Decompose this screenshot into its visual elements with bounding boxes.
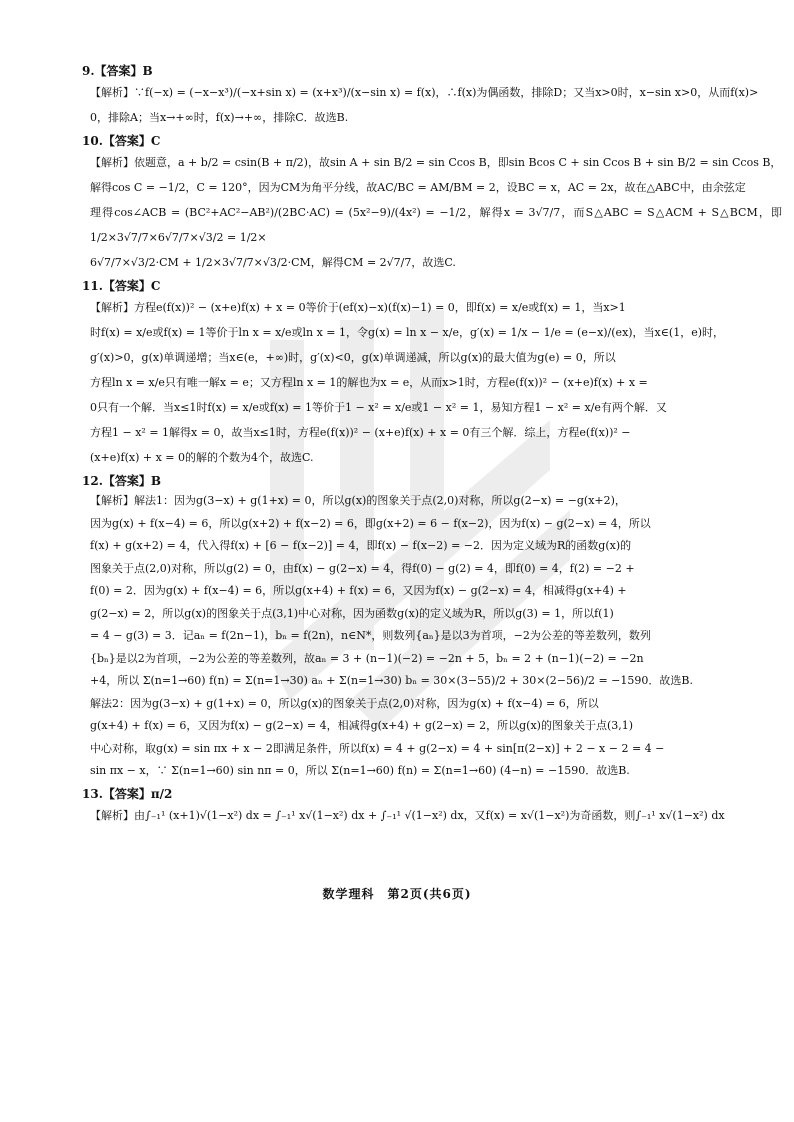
explanation-line: 理得cos∠ACB = (BC²+AC²−AB²)/(2BC·AC) = (5x²−9)/(4x²) = −1/2，解得x = 3√7/7，而S△ABC = S△ACM + S△BCM，即1/2×3√7/7×6√7/7×√3/2 = 1/2×	[90, 206, 782, 244]
question-10	[82, 133, 782, 275]
answer-line: 12.【答案】B	[82, 474, 162, 488]
explanation	[90, 295, 782, 470]
question-13	[82, 786, 782, 828]
explanation	[90, 803, 782, 828]
explanation-line: 中心对称，取g(x) = sin πx + x − 2即满足条件，所以f(x) = 4 + g(2−x) = 4 + sin[π(2−x)] + 2 − x − 2 = 4 −	[90, 741, 665, 755]
explanation-line: sin πx − x，∵ Σ(n=1→60) sin nπ = 0，所以 Σ(n=1→60) f(n) = Σ(n=1→60) (4−n) = −1590．故选B.	[90, 764, 630, 777]
page-footer: 数学理科 第2页(共6页)	[322, 887, 472, 901]
explanation-line: 0，排除A；当x→+∞时，f(x)→+∞，排除C．故选B.	[90, 111, 349, 124]
explanation-line: 时f(x) = x/e或f(x) = 1等价于ln x = x/e或ln x = 1，令g(x) = ln x − x/e，g′(x) = 1/x − 1/e = (e−x)/(ex)，当x∈(1，e)时，	[90, 326, 724, 339]
explanation-line: 【解析】由∫₋₁¹ (x+1)√(1−x²) dx = ∫₋₁¹ x√(1−x²) dx + ∫₋₁¹ √(1−x²) dx，又f(x) = x√(1−x²)为奇函数，则∫₋₁¹ x√(1−x²) dx	[90, 808, 725, 822]
explanation-line: 解法2：因为g(3−x) + g(1+x) = 0，所以g(x)的图象关于点(2,0)对称，因为g(x) + f(x−4) = 6，所以	[90, 696, 599, 710]
explanation-line: g′(x)>0，g(x)单调递增；当x∈(e，+∞)时，g′(x)<0，g(x)单调递减，所以g(x)的最大值为g(e) = 0，所以	[90, 351, 616, 364]
solutions-content	[82, 60, 782, 828]
explanation-line: 因为g(x) + f(x−4) = 6，所以g(x+2) + f(x−2) = 6，即g(x+2) = 6 − f(x−2)，因为f(x) − g(2−x) = 4，所以	[90, 516, 651, 530]
explanation-line: 【解析】方程e(f(x))² − (x+e)f(x) + x = 0等价于(ef(x)−x)(f(x)−1) = 0，即f(x) = x/e或f(x) = 1，当x>1	[90, 301, 626, 314]
explanation-line: (x+e)f(x) + x = 0的解的个数为4个，故选C.	[90, 451, 314, 464]
explanation-line: 解得cos C = −1/2，C = 120°，因为CM为角平分线，故AC/BC = AM/BM = 2，设BC = x，AC = 2x，故在△ABC中，由余弦定	[90, 181, 746, 194]
question-9	[82, 63, 782, 130]
explanation-line: f(0) = 2．因为g(x) + f(x−4) = 6，所以g(x+4) + f(x) = 6，又因为f(x) − g(2−x) = 4，相减得g(x+4) +	[90, 584, 627, 597]
question-11	[82, 278, 782, 470]
question-12	[82, 473, 782, 783]
explanation-line: 6√7/7×√3/2·CM + 1/2×3√7/7×√3/2·CM，解得CM = 2√7/7，故选C.	[90, 256, 456, 269]
explanation-line: 【解析】∵f(−x) = (−x−x³)/(−x+sin x) = (x+x³)/(x−sin x) = f(x)，∴f(x)为偶函数，排除D；又当x>0时，x−sin x>0，从而f(x)>	[90, 86, 759, 99]
explanation-line: g(2−x) = 2，所以g(x)的图象关于点(3,1)中心对称，因为函数g(x)的定义域为R，所以g(3) = 1，所以f(1)	[90, 606, 614, 620]
explanation	[90, 80, 782, 130]
answer-line: 13.【答案】π/2	[82, 786, 173, 801]
explanation-line: g(x+4) + f(x) = 6，又因为f(x) − g(2−x) = 4，相减得g(x+4) + g(2−x) = 2，所以g(x)的图象关于点(3,1)	[90, 719, 634, 732]
explanation-line: 图象关于点(2,0)对称，所以g(2) = 0，由f(x) − g(2−x) = 4，得f(0) − g(2) = 4，即f(0) = 4，f(2) = −2 +	[90, 561, 635, 575]
explanation-line: = 4 − g(3) = 3．记aₙ = f(2n−1)，bₙ = f(2n)，n∈N*，则数列{aₙ}是以3为首项，−2为公差的等差数列，数列	[90, 629, 651, 642]
explanation-line: {bₙ}是以2为首项，−2为公差的等差数列，故aₙ = 3 + (n−1)(−2) = −2n + 5，bₙ = 2 + (n−1)(−2) = −2n	[90, 651, 644, 665]
explanation-line: f(x) + g(x+2) = 4，代入得f(x) + [6 − f(x−2)] = 4，即f(x) − f(x−2) = −2．因为定义域为R的函数g(x)的	[90, 539, 632, 552]
explanation-line: 【解析】解法1：因为g(3−x) + g(1+x) = 0，所以g(x)的图象关于点(2,0)对称，所以g(2−x) = −g(x+2)，	[90, 494, 626, 507]
explanation-line: 方程ln x = x/e只有唯一解x = e；又方程ln x = 1的解也为x = e，从而x>1时，方程e(f(x))² − (x+e)f(x) + x =	[90, 376, 648, 389]
explanation-line: 【解析】依题意，a + b/2 = csin(B + π/2)，故sin A + sin B/2 = sin Ccos B，即sin Bcos C + sin Ccos B + sin B/2 = sin Ccos B，	[90, 156, 782, 169]
answer-line: 9.【答案】B	[82, 64, 153, 78]
explanation	[90, 150, 782, 275]
answer-line: 11.【答案】C	[82, 279, 161, 293]
answer-line: 10.【答案】C	[82, 134, 161, 148]
explanation-line: 0只有一个解．当x≤1时f(x) = x/e或f(x) = 1等价于1 − x² = x/e或1 − x² = 1，易知方程1 − x² = x/e有两个解．又	[90, 401, 667, 414]
explanation-line: +4，所以 Σ(n=1→60) f(n) = Σ(n=1→30) aₙ + Σ(n=1→30) bₙ = 30×(3−55)/2 + 30×(2−56)/2 = −1590．故选B.	[90, 674, 693, 687]
explanation	[90, 490, 782, 783]
explanation-line: 方程1 − x² = 1解得x = 0，故当x≤1时，方程e(f(x))² − (x+e)f(x) + x = 0有三个解．综上，方程e(f(x))² −	[90, 426, 631, 439]
